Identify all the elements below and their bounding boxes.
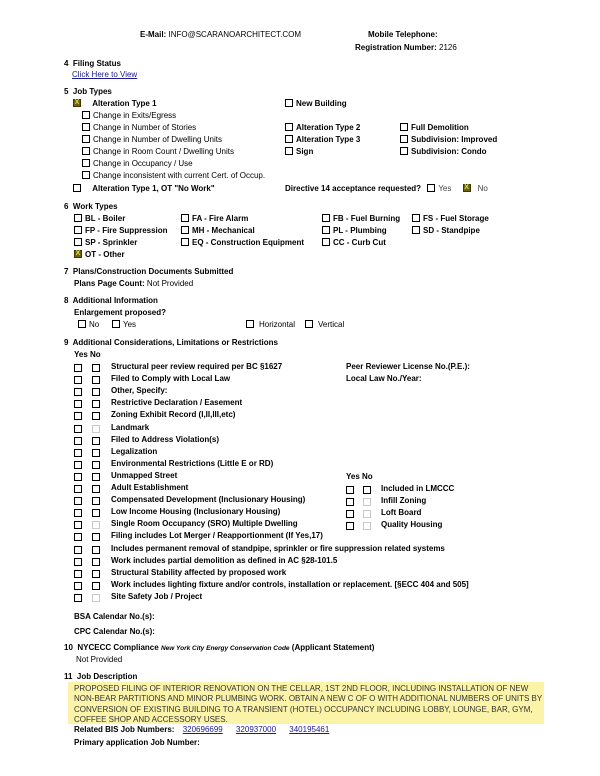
yes-checkbox-icon[interactable] (74, 509, 82, 517)
label: OT - Other (85, 250, 125, 259)
label: FA - Fire Alarm (192, 214, 249, 223)
no-checkbox-icon[interactable] (92, 558, 100, 566)
new-building[interactable] (285, 99, 347, 108)
alt1-subitem[interactable] (82, 159, 193, 168)
section-subtitle: New York City Energy Conservation Code (160, 645, 290, 652)
label: No (89, 320, 100, 329)
checkbox-icon[interactable] (181, 226, 189, 234)
consideration-label: Adult Establishment (111, 483, 189, 492)
directive-14-row (285, 184, 488, 193)
yes-checkbox-icon[interactable] (346, 498, 354, 506)
local-law-label: Local Law No./Year: (346, 374, 422, 383)
consideration-label: Low Income Housing (Inclusionary Housing) (111, 507, 281, 517)
section-title: Job Description (76, 672, 138, 681)
checkbox-icon[interactable] (181, 214, 189, 222)
work-type-item[interactable] (74, 238, 137, 247)
section-4-title (64, 59, 121, 68)
right-consideration-label: Loft Board (381, 508, 422, 518)
yes-checkbox-icon[interactable] (346, 522, 354, 530)
no-checkbox-icon (92, 594, 100, 602)
related-jobs-label: Related BIS Job Numbers: (74, 725, 175, 734)
section-7-title (64, 267, 233, 276)
right-yes-no-header (346, 472, 373, 481)
section-number: 10 (64, 643, 73, 652)
checkbox-icon[interactable] (112, 320, 120, 328)
checkbox-icon[interactable] (427, 184, 435, 192)
label: Horizontal (259, 320, 296, 329)
checkbox-icon[interactable] (78, 320, 86, 328)
yes-checkbox-icon[interactable] (74, 558, 82, 566)
no-checkbox-icon[interactable] (92, 533, 100, 541)
yes-checkbox-icon[interactable] (74, 461, 82, 469)
section-number: 7 (64, 267, 69, 276)
label: Plans Page Count: (74, 279, 145, 288)
email-value: INFO@SCARANOARCHITECT.COM (168, 30, 302, 39)
label: PL - Plumbing (333, 226, 387, 235)
section-title: Additional Considerations, Limitations or Restrictions (72, 338, 278, 347)
section-5-title (64, 87, 112, 96)
label: Change in Number of Stories (93, 123, 197, 132)
section-11-title (64, 672, 137, 681)
label: FB - Fuel Burning (333, 214, 401, 223)
checkbox-icon[interactable] (181, 238, 189, 246)
consideration-label: Structural peer review required per BC §1627 (111, 362, 283, 371)
label: Subdivision: Condo (411, 147, 487, 156)
work-type-item[interactable] (322, 214, 400, 223)
no-checkbox-icon[interactable] (92, 437, 100, 445)
section-title: NYCECC Compliance (77, 643, 159, 652)
label: Sign (296, 147, 314, 156)
label: Vertical (318, 320, 345, 329)
no-checkbox-icon[interactable] (92, 364, 100, 372)
related-job-link[interactable]: 320937000 (235, 725, 277, 734)
yes-checkbox-icon[interactable] (74, 437, 82, 445)
label: Yes (123, 320, 137, 329)
directive-14-no[interactable] (463, 184, 488, 193)
section-number: 11 (64, 672, 73, 681)
no-checkbox-icon[interactable] (92, 412, 100, 420)
enlargement-horizontal[interactable] (246, 320, 295, 329)
yes-checkbox-icon[interactable] (74, 364, 82, 372)
yes-checkbox-icon[interactable] (74, 594, 82, 602)
consideration-label: Unmapped Street (111, 470, 178, 480)
checkbox-icon[interactable] (412, 226, 420, 234)
yes-checkbox-icon[interactable] (74, 425, 82, 433)
section-number: 8 (64, 296, 69, 305)
yes-checkbox-icon[interactable] (346, 510, 354, 518)
section-title: Filing Status (72, 59, 121, 68)
yes-checkbox-icon[interactable] (74, 400, 82, 408)
label: Subdivision: Improved (411, 135, 498, 144)
no-checkbox-icon[interactable] (363, 486, 371, 494)
yes-checkbox-icon[interactable] (74, 449, 82, 457)
yes-checkbox-icon[interactable] (74, 582, 82, 590)
yes-checkbox-icon[interactable] (74, 533, 82, 541)
section-9-title (64, 338, 278, 347)
checkbox-icon[interactable] (82, 147, 90, 155)
label: Alteration Type 1 (92, 99, 157, 108)
email-label: E-Mail: (140, 30, 167, 39)
job-description-text: PROPOSED FILING OF INTERIOR RENOVATION ON THE CELLAR, 1ST 2ND FLOOR, INCLUDING INSTALLATION OF NEW NON-BEAR PARTITIONS AND MINOR PLUMBING WORK. OBTAIN A NEW C OF O WITH ADDITIONAL NUMBERS OF UNITS BY CONVERSION OF EXISTING BUILDING TO A TRANSIENT (HOTEL) OCCUPANCY INCLUDING LOBBY, LOUNGE, BAR, GYM, COFFEE SHOP AND ACCESSORY USES. (74, 684, 543, 725)
email-row (140, 30, 301, 39)
checkbox-icon[interactable] (285, 99, 293, 107)
plans-page-count (74, 279, 193, 288)
alt1-subitem[interactable] (82, 111, 176, 120)
enlargement-no[interactable] (78, 320, 99, 329)
checkbox-icon[interactable] (74, 226, 82, 234)
checkbox-icon[interactable] (285, 135, 293, 143)
section-number: 4 (64, 59, 69, 68)
section-number: 5 (64, 87, 69, 96)
label: CC - Curb Cut (333, 238, 386, 247)
label: EQ - Construction Equipment (192, 238, 304, 247)
alt1-subitem[interactable] (82, 123, 196, 132)
yes-checkbox-icon[interactable] (74, 485, 82, 493)
work-type-item[interactable] (181, 214, 248, 223)
checkbox-checked-icon[interactable] (463, 184, 471, 192)
checkbox-icon[interactable] (305, 320, 313, 328)
checkbox-icon[interactable] (322, 226, 330, 234)
consideration-label: Legalization (111, 446, 158, 456)
label: Change in Number of Dwelling Units (93, 135, 222, 144)
checkbox-icon[interactable] (82, 171, 90, 179)
label: New Building (296, 99, 347, 108)
consideration-label: Filed to Address Violation(s) (111, 434, 220, 444)
alteration-type-3[interactable] (285, 135, 360, 144)
yes-header: Yes (346, 472, 360, 481)
work-type-item[interactable] (181, 226, 255, 235)
primary-job-label: Primary application Job Number: (74, 738, 200, 747)
checkbox-icon[interactable] (74, 214, 82, 222)
label: Change in Exits/Egress (93, 111, 177, 120)
checkbox-icon[interactable] (82, 159, 90, 167)
work-type-item[interactable] (181, 238, 304, 247)
related-jobs-row (74, 725, 329, 734)
work-type-item[interactable] (412, 226, 480, 235)
no-checkbox-icon (363, 510, 371, 518)
yes-no-header (74, 350, 101, 359)
checkbox-icon[interactable] (74, 238, 82, 246)
subdivision-improved[interactable] (400, 135, 497, 144)
consideration-label: Single Room Occupancy (SRO) Multiple Dwelling (111, 519, 298, 529)
subdivision-condo[interactable] (400, 147, 487, 156)
checkbox-checked-icon[interactable] (74, 250, 82, 258)
section-8-title (64, 296, 158, 305)
no-checkbox-icon[interactable] (92, 582, 100, 590)
checkbox-icon[interactable] (82, 135, 90, 143)
label: Full Demolition (411, 123, 469, 132)
checkbox-icon[interactable] (246, 320, 254, 328)
yes-checkbox-icon[interactable] (74, 376, 82, 384)
alt1-subitem[interactable] (82, 171, 265, 180)
checkbox-icon[interactable] (73, 184, 81, 192)
no-checkbox-icon[interactable] (92, 546, 100, 554)
right-consideration-label: Infill Zoning (381, 496, 427, 506)
yes-checkbox-icon[interactable] (74, 412, 82, 420)
cpc-calendar-label: CPC Calendar No.(s): (74, 627, 155, 636)
enlargement-yes[interactable] (112, 320, 136, 329)
consideration-label: Zoning Exhibit Record (I,II,III,etc) (111, 410, 236, 420)
mobile-label: Mobile Telephone: (368, 30, 438, 39)
registration-value: 2126 (439, 43, 457, 52)
no-checkbox-icon (92, 425, 100, 433)
alt1-subitem[interactable] (82, 147, 234, 156)
filing-status-link[interactable]: Click Here to View (72, 70, 138, 79)
checkbox-icon[interactable] (82, 123, 90, 131)
label: SP - Sprinkler (85, 238, 138, 247)
label: MH - Mechanical (192, 226, 255, 235)
checkbox-icon[interactable] (322, 214, 330, 222)
work-type-item[interactable] (412, 214, 489, 223)
checkbox-checked-icon[interactable] (73, 99, 81, 107)
nycecc-value: Not Provided (76, 655, 123, 664)
directive-14-yes[interactable] (427, 184, 451, 193)
right-consideration-label: Included in LMCCC (381, 484, 455, 493)
yes-checkbox-icon[interactable] (74, 570, 82, 578)
label: Alteration Type 3 (296, 135, 361, 144)
no-checkbox-icon (363, 522, 371, 530)
work-type-item[interactable] (74, 226, 168, 235)
yes-checkbox-icon[interactable] (74, 521, 82, 529)
peer-reviewer-label: Peer Reviewer License No.(P.E.): (346, 362, 470, 371)
consideration-label: Environmental Restrictions (Little E or RD) (111, 458, 274, 468)
bsa-calendar-label: BSA Calendar No.(s): (74, 612, 155, 621)
label: FS - Fuel Storage (423, 214, 489, 223)
checkbox-icon[interactable] (412, 214, 420, 222)
consideration-label: Work includes partial demolition as defined in AC §28-101.5 (111, 555, 338, 565)
no-header: No (362, 472, 373, 481)
alteration-type-2[interactable] (285, 123, 360, 132)
yes-checkbox-icon[interactable] (74, 473, 82, 481)
yes-checkbox-icon[interactable] (74, 388, 82, 396)
label: Yes (438, 184, 452, 193)
alteration-type-1[interactable] (73, 99, 157, 108)
section-title: Plans/Construction Documents Submitted (72, 267, 234, 276)
registration-row (355, 43, 457, 52)
no-checkbox-icon[interactable] (92, 461, 100, 469)
label: BL - Boiler (85, 214, 126, 223)
no-checkbox-icon[interactable] (92, 497, 100, 505)
consideration-label: Landmark (111, 422, 150, 432)
checkbox-icon[interactable] (400, 123, 408, 131)
label: SD - Standpipe (423, 226, 480, 235)
alt1-ot-no-work[interactable] (73, 184, 215, 193)
alt1-subitem[interactable] (82, 135, 222, 144)
directive-14-label: Directive 14 acceptance requested? (285, 184, 422, 193)
section-title: Additional Information (72, 296, 158, 305)
checkbox-icon[interactable] (285, 147, 293, 155)
work-type-item[interactable] (74, 214, 125, 223)
work-type-item[interactable] (322, 238, 386, 247)
no-checkbox-icon[interactable] (92, 570, 100, 578)
checkbox-icon[interactable] (322, 238, 330, 246)
full-demolition[interactable] (400, 123, 469, 132)
yes-checkbox-icon[interactable] (74, 546, 82, 554)
checkbox-icon[interactable] (285, 123, 293, 131)
value: Not Provided (146, 279, 194, 288)
registration-label: Registration Number: (355, 43, 437, 52)
label: Alteration Type 2 (296, 123, 361, 132)
no-checkbox-icon[interactable] (92, 473, 100, 481)
label: Change in Occupancy / Use (93, 159, 193, 168)
label: Alteration Type 1, OT "No Work" (92, 184, 215, 193)
section-number: 6 (64, 202, 69, 211)
consideration-label: Restrictive Declaration / Easement (111, 398, 243, 408)
sign[interactable] (285, 147, 313, 156)
consideration-label: Site Safety Job / Project (111, 591, 203, 601)
no-checkbox-icon[interactable] (92, 388, 100, 396)
yes-checkbox-icon[interactable] (74, 497, 82, 505)
consideration-label: Structural Stability affected by proposed work (111, 567, 287, 577)
no-checkbox-icon[interactable] (92, 449, 100, 457)
section-title: Work Types (72, 202, 118, 211)
label: No (477, 184, 488, 193)
no-checkbox-icon[interactable] (92, 485, 100, 493)
section-6-title (64, 202, 118, 211)
no-checkbox-icon (92, 521, 100, 529)
work-type-item[interactable] (322, 226, 387, 235)
yes-header: Yes (74, 350, 88, 359)
checkbox-icon[interactable] (82, 111, 90, 119)
checkbox-icon[interactable] (400, 147, 408, 155)
consideration-label: Compensated Development (Inclusionary Housing) (111, 495, 306, 505)
work-type-item[interactable] (74, 250, 125, 259)
label: FP - Fire Suppression (85, 226, 168, 235)
no-checkbox-icon[interactable] (92, 509, 100, 517)
enlargement-vertical[interactable] (305, 320, 344, 329)
no-header: No (90, 350, 101, 359)
label: Change inconsistent with current Cert. of Occup. (93, 171, 266, 180)
no-checkbox-icon (363, 498, 371, 506)
related-job-link[interactable]: 340195461 (289, 725, 330, 734)
consideration-label: Filing includes Lot Merger / Reapportionment (If Yes,17) (111, 531, 323, 541)
right-consideration-label: Quality Housing (381, 520, 443, 530)
consideration-label: Includes permanent removal of standpipe, sprinkler or fire suppression related systems (111, 543, 445, 553)
related-job-link[interactable]: 320696699 (182, 725, 223, 734)
consideration-label: Filed to Comply with Local Law (111, 374, 231, 384)
section-number: 9 (64, 338, 69, 347)
section-10-title (64, 643, 374, 652)
consideration-label: Other, Specify: (111, 386, 168, 396)
label: Change in Room Count / Dwelling Units (93, 147, 234, 156)
consideration-label: Work includes lighting fixture and/or controls, installation or replacement. [§ECC 404 and 505] (111, 579, 469, 589)
no-checkbox-icon[interactable] (92, 400, 100, 408)
enlargement-label: Enlargement proposed? (74, 308, 167, 317)
section-suffix: (Applicant Statement) (291, 643, 375, 652)
checkbox-icon[interactable] (400, 135, 408, 143)
no-checkbox-icon[interactable] (92, 376, 100, 384)
section-title: Job Types (72, 87, 112, 96)
yes-checkbox-icon[interactable] (346, 486, 354, 494)
